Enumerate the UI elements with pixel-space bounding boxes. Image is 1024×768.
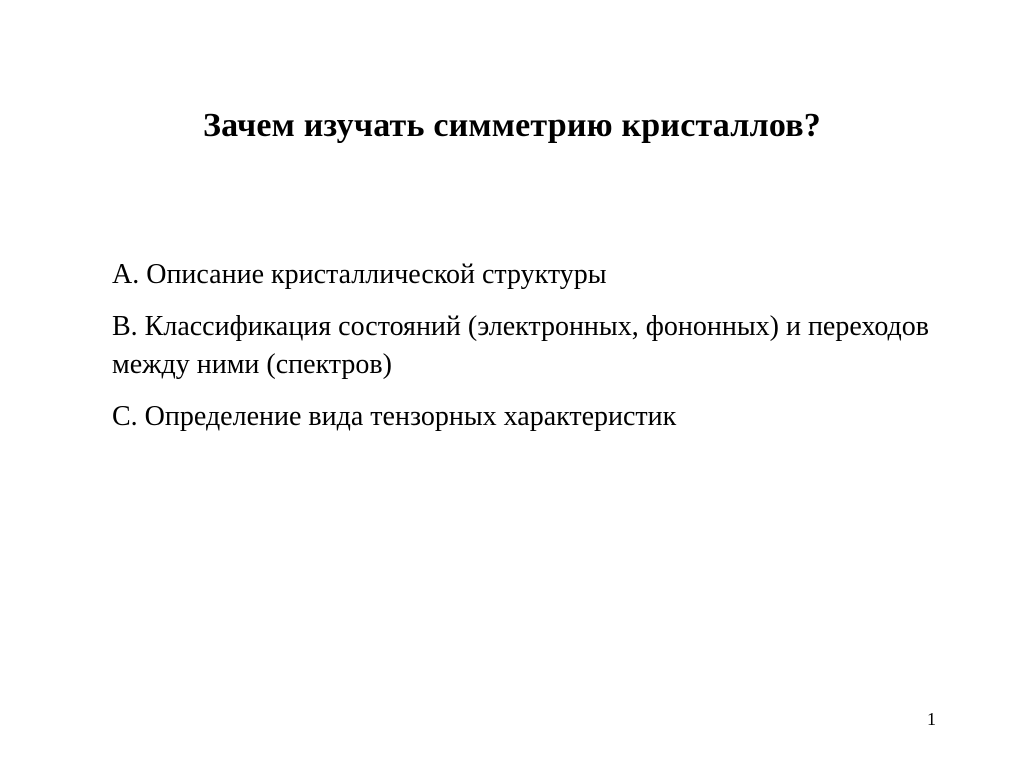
item-list: [112, 256, 972, 436]
list-item-c: C. Определение вида тензорных характеристик: [112, 401, 677, 432]
slide-title: Зачем изучать симметрию кристаллов?: [203, 107, 821, 144]
page-number: 1: [927, 709, 936, 729]
list-item-a: A. Описание кристаллической структуры: [112, 259, 607, 290]
list-item-b: B. Классификация состояний (электронных, фононных) и переходов между ними (спектров): [112, 311, 930, 380]
